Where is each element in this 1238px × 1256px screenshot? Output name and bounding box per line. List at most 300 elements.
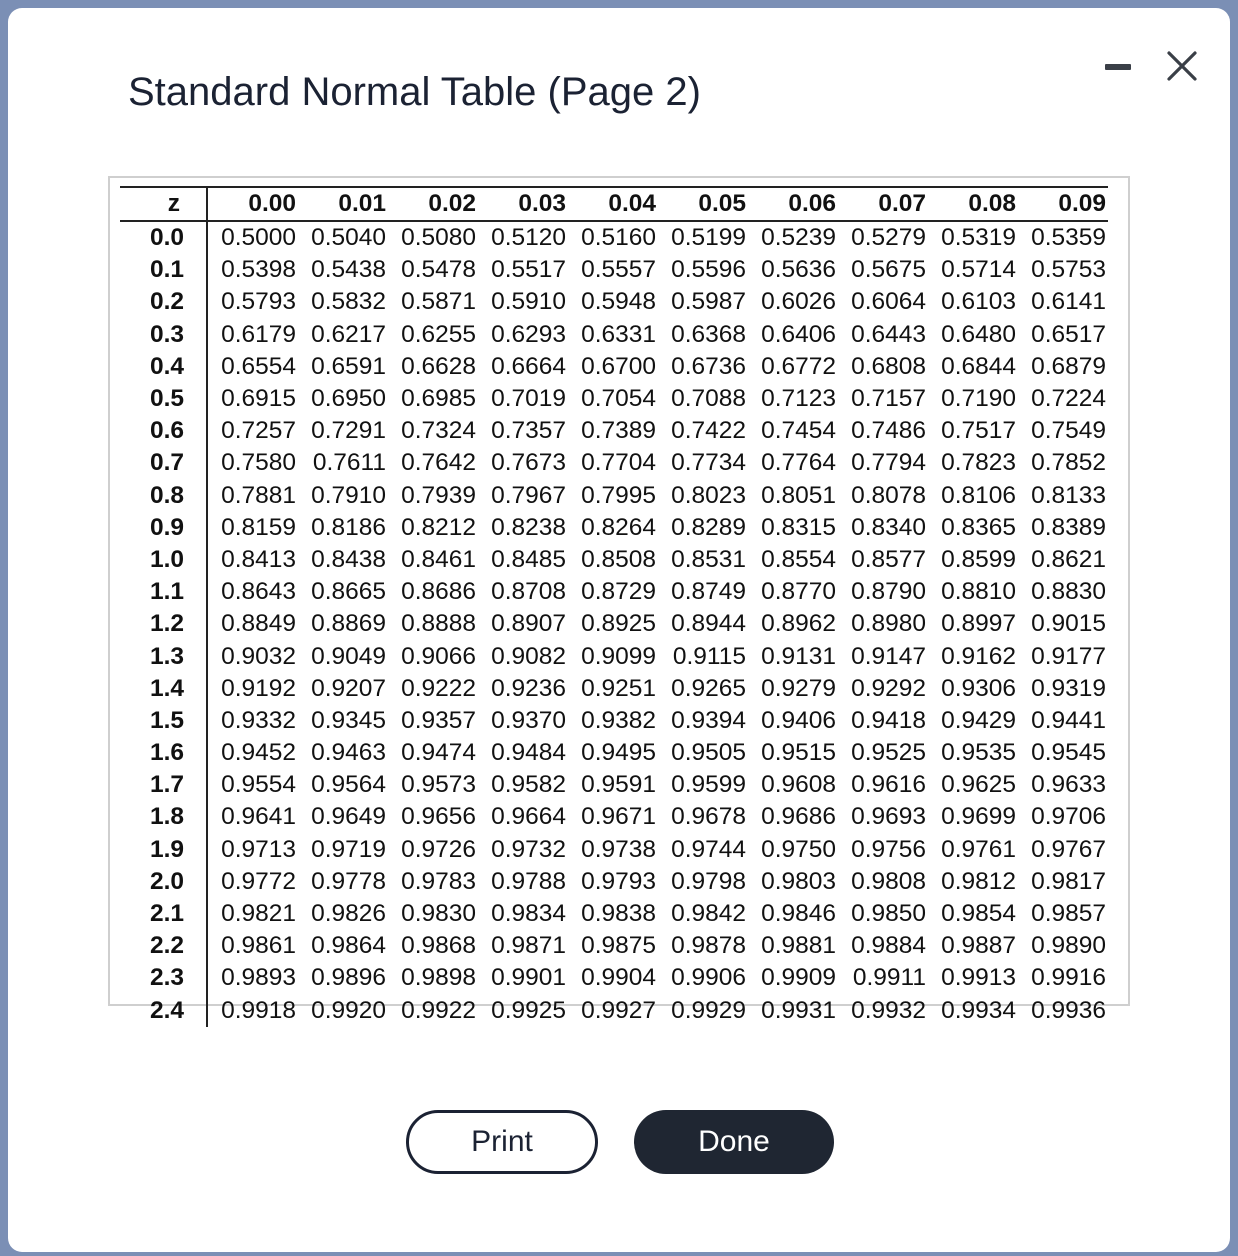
probability-cell: 0.6591 — [311, 352, 386, 380]
probability-cell: 0.8980 — [851, 610, 926, 638]
probability-cell: 0.8508 — [581, 545, 656, 573]
probability-cell: 0.9319 — [1031, 674, 1106, 702]
probability-cell: 0.8340 — [851, 513, 926, 541]
probability-cell: 0.7088 — [671, 385, 746, 413]
probability-cell: 0.9505 — [671, 739, 746, 767]
probability-cell: 0.5000 — [207, 221, 298, 254]
probability-cell: 0.7673 — [491, 449, 566, 477]
probability-cell: 0.7852 — [1031, 449, 1106, 477]
probability-cell: 0.6554 — [207, 351, 298, 383]
probability-cell: 0.6443 — [851, 320, 926, 348]
probability-cell: 0.7324 — [401, 417, 476, 445]
probability-cell: 0.9656 — [401, 803, 476, 831]
table-scroll-area[interactable] — [108, 176, 1130, 1024]
table-row — [120, 866, 1108, 898]
probability-cell: 0.6736 — [671, 352, 746, 380]
probability-cell: 0.7257 — [207, 415, 298, 447]
probability-cell: 0.5948 — [581, 288, 656, 316]
probability-cell: 0.8830 — [1031, 578, 1106, 606]
z-value-cell: 0.4 — [149, 352, 184, 380]
probability-cell: 0.9925 — [491, 996, 566, 1024]
dialog-title: Standard Normal Table (Page 2) — [128, 70, 701, 114]
probability-cell: 0.5478 — [401, 256, 476, 284]
probability-cell: 0.8997 — [941, 610, 1016, 638]
z-value-cell: 1.7 — [149, 771, 184, 799]
probability-cell: 0.8461 — [401, 545, 476, 573]
table-row — [120, 447, 1108, 479]
probability-cell: 0.6406 — [761, 320, 836, 348]
probability-cell: 0.6368 — [671, 320, 746, 348]
probability-cell: 0.6480 — [941, 320, 1016, 348]
table-row — [120, 254, 1108, 286]
table-row — [120, 801, 1108, 833]
column-header: 0.08 — [928, 187, 1018, 221]
z-value-cell: 1.8 — [149, 803, 184, 831]
probability-cell: 0.9881 — [761, 932, 836, 960]
z-value-cell: 0.9 — [149, 513, 184, 541]
probability-cell: 0.8643 — [207, 576, 298, 608]
probability-cell: 0.9887 — [941, 932, 1016, 960]
probability-cell: 0.9821 — [207, 898, 298, 930]
probability-cell: 0.5557 — [581, 256, 656, 284]
probability-cell: 0.8599 — [941, 545, 1016, 573]
z-value-cell: 1.2 — [149, 610, 184, 638]
probability-cell: 0.9920 — [311, 996, 386, 1024]
table-row — [120, 769, 1108, 801]
probability-cell: 0.8289 — [671, 513, 746, 541]
done-button[interactable]: Done — [634, 1110, 834, 1174]
probability-cell: 0.9744 — [671, 835, 746, 863]
probability-cell: 0.9864 — [311, 932, 386, 960]
z-value-cell: 2.1 — [149, 900, 184, 928]
probability-cell: 0.6331 — [581, 320, 656, 348]
probability-cell: 0.9066 — [401, 642, 476, 670]
probability-cell: 0.9706 — [1031, 803, 1106, 831]
column-header: 0.00 — [207, 187, 298, 221]
probability-cell: 0.9871 — [491, 932, 566, 960]
probability-cell: 0.6950 — [311, 385, 386, 413]
table-row — [120, 286, 1108, 318]
probability-cell: 0.9582 — [491, 771, 566, 799]
column-header: 0.03 — [478, 187, 568, 221]
probability-cell: 0.9934 — [941, 996, 1016, 1024]
probability-cell: 0.9911 — [852, 964, 926, 992]
probability-cell: 0.6517 — [1031, 320, 1106, 348]
probability-cell: 0.9842 — [671, 900, 746, 928]
probability-cell: 0.9834 — [491, 900, 566, 928]
z-value-cell: 1.4 — [149, 674, 184, 702]
probability-cell: 0.5871 — [401, 288, 476, 316]
probability-cell: 0.7422 — [671, 417, 746, 445]
probability-cell: 0.9032 — [207, 640, 298, 672]
probability-cell: 0.7823 — [941, 449, 1016, 477]
probability-cell: 0.7642 — [401, 449, 476, 477]
z-value-cell: 0.2 — [149, 288, 184, 316]
probability-cell: 0.7291 — [311, 417, 386, 445]
probability-cell: 0.9838 — [581, 900, 656, 928]
table-row — [120, 544, 1108, 576]
probability-cell: 0.9861 — [207, 930, 298, 962]
probability-cell: 0.9418 — [851, 706, 926, 734]
table-row — [120, 673, 1108, 705]
probability-cell: 0.6141 — [1031, 288, 1106, 316]
probability-cell: 0.9463 — [311, 739, 386, 767]
probability-cell: 0.6985 — [401, 385, 476, 413]
probability-cell: 0.9783 — [401, 867, 476, 895]
probability-cell: 0.9115 — [672, 642, 746, 670]
probability-cell: 0.5910 — [491, 288, 566, 316]
probability-cell: 0.5753 — [1031, 256, 1106, 284]
probability-cell: 0.8438 — [311, 545, 386, 573]
probability-cell: 0.6217 — [311, 320, 386, 348]
close-icon — [1166, 50, 1198, 87]
probability-cell: 0.5517 — [491, 256, 566, 284]
probability-cell: 0.8264 — [581, 513, 656, 541]
probability-cell: 0.9649 — [311, 803, 386, 831]
probability-cell: 0.6772 — [761, 352, 836, 380]
probability-cell: 0.6064 — [851, 288, 926, 316]
z-value-cell: 1.0 — [149, 545, 184, 573]
probability-cell: 0.8238 — [491, 513, 566, 541]
probability-cell: 0.5120 — [491, 224, 566, 252]
z-value-cell: 0.7 — [149, 449, 184, 477]
probability-cell: 0.9916 — [1031, 964, 1106, 992]
probability-cell: 0.8925 — [581, 610, 656, 638]
probability-cell: 0.8888 — [401, 610, 476, 638]
probability-cell: 0.9788 — [491, 867, 566, 895]
probability-cell: 0.9830 — [401, 900, 476, 928]
column-header: 0.06 — [748, 187, 838, 221]
probability-cell: 0.9918 — [207, 995, 298, 1027]
probability-cell: 0.5438 — [311, 256, 386, 284]
probability-cell: 0.9846 — [761, 900, 836, 928]
probability-cell: 0.9726 — [401, 835, 476, 863]
probability-cell: 0.9898 — [401, 964, 476, 992]
probability-cell: 0.9896 — [311, 964, 386, 992]
probability-cell: 0.7157 — [851, 385, 926, 413]
probability-cell: 0.9812 — [941, 867, 1016, 895]
probability-cell: 0.7190 — [941, 385, 1016, 413]
probability-cell: 0.9893 — [207, 962, 298, 994]
probability-cell: 0.9099 — [581, 642, 656, 670]
probability-cell: 0.9265 — [671, 674, 746, 702]
z-value-cell: 0.6 — [149, 417, 184, 445]
probability-cell: 0.8665 — [311, 578, 386, 606]
z-value-cell: 2.3 — [149, 964, 184, 992]
probability-cell: 0.9904 — [581, 964, 656, 992]
column-header: 0.05 — [658, 187, 748, 221]
probability-cell: 0.9484 — [491, 739, 566, 767]
probability-cell: 0.7611 — [312, 449, 386, 477]
z-value-cell: 1.9 — [149, 835, 184, 863]
probability-cell: 0.9641 — [207, 801, 298, 833]
probability-cell: 0.7224 — [1031, 385, 1106, 413]
table-row — [120, 834, 1108, 866]
probability-cell: 0.6293 — [491, 320, 566, 348]
probability-cell: 0.6179 — [207, 319, 298, 351]
probability-cell: 0.7019 — [491, 385, 566, 413]
probability-cell: 0.8907 — [491, 610, 566, 638]
probability-cell: 0.9772 — [207, 866, 298, 898]
probability-cell: 0.8577 — [851, 545, 926, 573]
table-body — [120, 221, 1108, 1027]
probability-cell: 0.7389 — [581, 417, 656, 445]
probability-cell: 0.9878 — [671, 932, 746, 960]
probability-cell: 0.9279 — [761, 674, 836, 702]
probability-cell: 0.9452 — [207, 737, 298, 769]
probability-cell: 0.9854 — [941, 900, 1016, 928]
probability-cell: 0.8051 — [761, 481, 836, 509]
probability-cell: 0.8962 — [761, 610, 836, 638]
probability-cell: 0.9147 — [851, 642, 926, 670]
probability-cell: 0.9699 — [941, 803, 1016, 831]
z-value-cell: 0.1 — [149, 256, 184, 284]
probability-cell: 0.7357 — [491, 417, 566, 445]
z-value-cell: 0.3 — [149, 320, 184, 348]
probability-cell: 0.8078 — [851, 481, 926, 509]
z-table — [120, 186, 1108, 1027]
probability-cell: 0.9868 — [401, 932, 476, 960]
z-value-cell: 0.8 — [149, 481, 184, 509]
table-row — [120, 962, 1108, 994]
probability-cell: 0.9890 — [1031, 932, 1106, 960]
probability-cell: 0.8729 — [581, 578, 656, 606]
probability-cell: 0.9913 — [941, 964, 1016, 992]
probability-cell: 0.9664 — [491, 803, 566, 831]
probability-cell: 0.9936 — [1031, 996, 1106, 1024]
probability-cell: 0.5199 — [671, 224, 746, 252]
table-row — [120, 608, 1108, 640]
probability-cell: 0.9207 — [311, 674, 386, 702]
probability-cell: 0.9406 — [761, 706, 836, 734]
probability-cell: 0.9554 — [207, 769, 298, 801]
table-header-row — [120, 187, 1108, 221]
probability-cell: 0.7734 — [671, 449, 746, 477]
probability-cell: 0.8531 — [671, 545, 746, 573]
probability-cell: 0.8686 — [401, 578, 476, 606]
probability-cell: 0.8554 — [761, 545, 836, 573]
probability-cell: 0.9545 — [1031, 739, 1106, 767]
probability-cell: 0.9357 — [401, 706, 476, 734]
probability-cell: 0.5793 — [207, 286, 298, 318]
probability-cell: 0.9162 — [941, 642, 1016, 670]
table-row — [120, 221, 1108, 254]
probability-cell: 0.7995 — [581, 481, 656, 509]
probability-cell: 0.5319 — [941, 224, 1016, 252]
probability-cell: 0.9750 — [761, 835, 836, 863]
z-value-cell: 2.0 — [149, 867, 184, 895]
probability-cell: 0.9616 — [851, 771, 926, 799]
probability-cell: 0.9332 — [207, 705, 298, 737]
probability-cell: 0.9808 — [851, 867, 926, 895]
probability-cell: 0.9564 — [311, 771, 386, 799]
close-button[interactable] — [1162, 48, 1202, 88]
probability-cell: 0.8790 — [851, 578, 926, 606]
z-value-cell: 1.1 — [149, 578, 184, 606]
table-row — [120, 640, 1108, 672]
probability-cell: 0.9678 — [671, 803, 746, 831]
probability-cell: 0.9474 — [401, 739, 476, 767]
probability-cell: 0.8749 — [671, 578, 746, 606]
probability-cell: 0.9599 — [671, 771, 746, 799]
probability-cell: 0.8023 — [671, 481, 746, 509]
standard-normal-table-dialog — [8, 8, 1230, 1252]
probability-cell: 0.8159 — [207, 512, 298, 544]
probability-cell: 0.5160 — [581, 224, 656, 252]
minimize-button[interactable] — [1098, 48, 1138, 88]
probability-cell: 0.9049 — [311, 642, 386, 670]
probability-cell: 0.9306 — [941, 674, 1016, 702]
probability-cell: 0.9394 — [671, 706, 746, 734]
probability-cell: 0.7517 — [941, 417, 1016, 445]
probability-cell: 0.8708 — [491, 578, 566, 606]
z-column-header: z — [120, 187, 207, 221]
probability-cell: 0.9922 — [401, 996, 476, 1024]
probability-cell: 0.9931 — [761, 996, 836, 1024]
probability-cell: 0.9131 — [761, 642, 836, 670]
probability-cell: 0.9441 — [1031, 706, 1106, 734]
probability-cell: 0.7939 — [401, 481, 476, 509]
probability-cell: 0.6255 — [401, 320, 476, 348]
probability-cell: 0.9927 — [581, 996, 656, 1024]
probability-cell: 0.9719 — [311, 835, 386, 863]
probability-cell: 0.5398 — [207, 254, 298, 286]
probability-cell: 0.8621 — [1031, 545, 1106, 573]
table-row — [120, 512, 1108, 544]
probability-cell: 0.8365 — [941, 513, 1016, 541]
probability-cell: 0.7794 — [851, 449, 926, 477]
probability-cell: 0.7967 — [491, 481, 566, 509]
probability-cell: 0.7910 — [311, 481, 386, 509]
probability-cell: 0.9222 — [401, 674, 476, 702]
probability-cell: 0.9798 — [671, 867, 746, 895]
table-row — [120, 737, 1108, 769]
column-header: 0.09 — [1018, 187, 1108, 221]
probability-cell: 0.7881 — [207, 480, 298, 512]
probability-cell: 0.8770 — [761, 578, 836, 606]
probability-cell: 0.9929 — [671, 996, 746, 1024]
table-row — [120, 415, 1108, 447]
probability-cell: 0.6664 — [491, 352, 566, 380]
probability-cell: 0.9251 — [581, 674, 656, 702]
z-value-cell: 2.4 — [149, 996, 184, 1024]
probability-cell: 0.5080 — [401, 224, 476, 252]
print-button[interactable]: Print — [406, 1110, 598, 1174]
probability-cell: 0.9767 — [1031, 835, 1106, 863]
probability-cell: 0.9803 — [761, 867, 836, 895]
probability-cell: 0.8133 — [1031, 481, 1106, 509]
probability-cell: 0.8869 — [311, 610, 386, 638]
table-row — [120, 351, 1108, 383]
probability-cell: 0.7704 — [581, 449, 656, 477]
table-row — [120, 705, 1108, 737]
probability-cell: 0.9591 — [581, 771, 656, 799]
minimize-icon — [1104, 59, 1132, 77]
probability-cell: 0.9535 — [941, 739, 1016, 767]
probability-cell: 0.5714 — [941, 256, 1016, 284]
probability-cell: 0.6808 — [851, 352, 926, 380]
probability-cell: 0.9236 — [491, 674, 566, 702]
probability-cell: 0.9345 — [311, 706, 386, 734]
table-row — [120, 319, 1108, 351]
probability-cell: 0.9901 — [491, 964, 566, 992]
probability-cell: 0.8186 — [311, 513, 386, 541]
probability-cell: 0.9738 — [581, 835, 656, 863]
probability-cell: 0.8389 — [1031, 513, 1106, 541]
probability-cell: 0.6844 — [941, 352, 1016, 380]
column-header: 0.02 — [388, 187, 478, 221]
probability-cell: 0.8315 — [761, 513, 836, 541]
probability-cell: 0.7580 — [207, 447, 298, 479]
z-value-cell: 1.5 — [149, 706, 184, 734]
probability-cell: 0.9671 — [581, 803, 656, 831]
probability-cell: 0.9713 — [207, 834, 298, 866]
probability-cell: 0.6628 — [401, 352, 476, 380]
probability-cell: 0.7549 — [1031, 417, 1106, 445]
probability-cell: 0.8413 — [207, 544, 298, 576]
probability-cell: 0.5279 — [851, 224, 926, 252]
table-row — [120, 898, 1108, 930]
column-header: 0.04 — [568, 187, 658, 221]
probability-cell: 0.9429 — [941, 706, 1016, 734]
table-row — [120, 480, 1108, 512]
probability-cell: 0.8485 — [491, 545, 566, 573]
z-value-cell: 1.3 — [149, 642, 184, 670]
probability-cell: 0.9525 — [851, 739, 926, 767]
probability-cell: 0.7486 — [851, 417, 926, 445]
probability-cell: 0.9756 — [851, 835, 926, 863]
z-value-cell: 1.6 — [149, 739, 184, 767]
probability-cell: 0.8944 — [671, 610, 746, 638]
probability-cell: 0.9693 — [851, 803, 926, 831]
probability-cell: 0.9015 — [1031, 610, 1106, 638]
z-value-cell: 2.2 — [149, 932, 184, 960]
probability-cell: 0.5636 — [761, 256, 836, 284]
probability-cell: 0.9192 — [207, 673, 298, 705]
probability-cell: 0.9625 — [941, 771, 1016, 799]
probability-cell: 0.5832 — [311, 288, 386, 316]
probability-cell: 0.8810 — [941, 578, 1016, 606]
probability-cell: 0.9932 — [851, 996, 926, 1024]
probability-cell: 0.9732 — [491, 835, 566, 863]
table-row — [120, 930, 1108, 962]
probability-cell: 0.9370 — [491, 706, 566, 734]
table-row — [120, 576, 1108, 608]
probability-cell: 0.9608 — [761, 771, 836, 799]
probability-cell: 0.7764 — [761, 449, 836, 477]
probability-cell: 0.5987 — [671, 288, 746, 316]
z-value-cell: 0.5 — [149, 385, 184, 413]
table-row — [120, 383, 1108, 415]
probability-cell: 0.8212 — [401, 513, 476, 541]
probability-cell: 0.9817 — [1031, 867, 1106, 895]
column-header: 0.01 — [298, 187, 388, 221]
probability-cell: 0.7454 — [761, 417, 836, 445]
probability-cell: 0.6879 — [1031, 352, 1106, 380]
probability-cell: 0.8849 — [207, 608, 298, 640]
probability-cell: 0.6103 — [941, 288, 1016, 316]
probability-cell: 0.8106 — [941, 481, 1016, 509]
probability-cell: 0.9292 — [851, 674, 926, 702]
probability-cell: 0.6700 — [581, 352, 656, 380]
probability-cell: 0.9850 — [851, 900, 926, 928]
probability-cell: 0.9857 — [1031, 900, 1106, 928]
table-row — [120, 995, 1108, 1027]
probability-cell: 0.9686 — [761, 803, 836, 831]
probability-cell: 0.5040 — [311, 224, 386, 252]
probability-cell: 0.5675 — [851, 256, 926, 284]
z-value-cell: 0.0 — [149, 224, 184, 252]
